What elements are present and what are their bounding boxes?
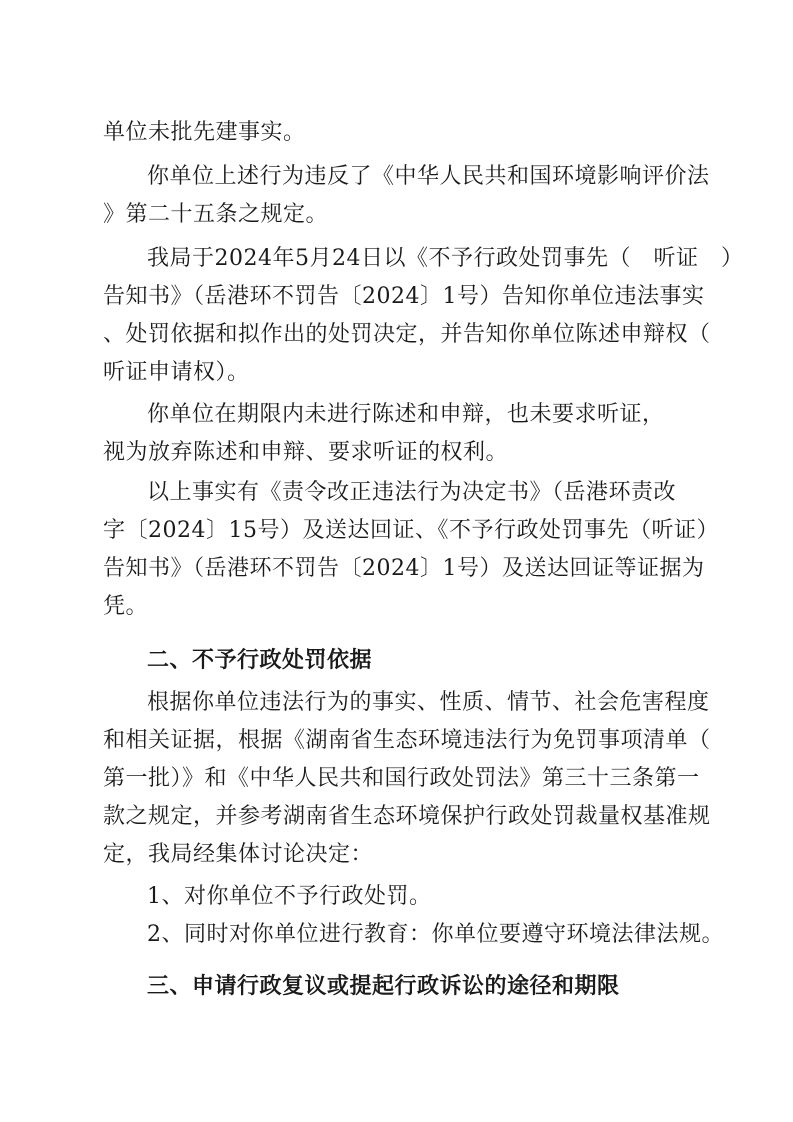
paragraph-line: 第一批）》和《中华人民共和国行政处罚法》第三十三条第一 (103, 766, 700, 791)
paragraph-line: 字〔2024〕15号）及送达回证、《不予行政处罚事先（听证） (103, 518, 719, 543)
paragraph-line: 听证申请权）。 (103, 360, 250, 385)
paragraph-line: 款之规定，并参考湖南省生态环境保护行政处罚裁量权基准规 (103, 804, 711, 829)
paragraph-line: 和相关证据，根据《湖南省生态环境违法行为免罚事项清单（ (103, 728, 711, 753)
list-item: 1、对你单位不予行政处罚。 (147, 884, 432, 909)
paragraph-line: 单位未批先建事实。 (103, 120, 306, 145)
paragraph-line: 你单位在期限内未进行陈述和申辩，也未要求听证， (147, 402, 665, 427)
section-heading: 三、申请行政复议或提起行政诉讼的途径和期限 (147, 974, 620, 999)
list-item: 2、同时对你单位进行教育：你单位要遵守环境法律法规。 (147, 922, 724, 947)
paragraph-line: 根据你单位违法行为的事实、性质、情节、社会危害程度 (147, 690, 710, 715)
paragraph-line: 以上事实有《责令改正违法行为决定书》（岳港环责改 (147, 480, 677, 505)
paragraph-line: 告知书》（岳港环不罚告〔2024〕1号）告知你单位违法事实 (103, 284, 705, 309)
paragraph-line: 、处罚依据和拟作出的处罚决定，并告知你单位陈述申辩权（ (103, 322, 711, 347)
paragraph-line: 你单位上述行为违反了《中华人民共和国环境影响评价法 (147, 164, 710, 189)
paragraph-line: 》第二十五条之规定。 (103, 202, 329, 227)
paragraph-line: 告知书》（岳港环不罚告〔2024〕1号）及送达回证等证据为 (103, 556, 705, 581)
section-heading: 二、不予行政处罚依据 (147, 648, 373, 673)
paragraph-line: 凭。 (103, 594, 149, 619)
paragraph-line: 我局于2024年5月24日以《不予行政处罚事先（ 听证 ） (147, 246, 744, 271)
paragraph-line: 视为放弃陈述和申辩、要求听证的权利。 (103, 440, 509, 465)
paragraph-line: 定，我局经集体讨论决定： (103, 842, 374, 867)
